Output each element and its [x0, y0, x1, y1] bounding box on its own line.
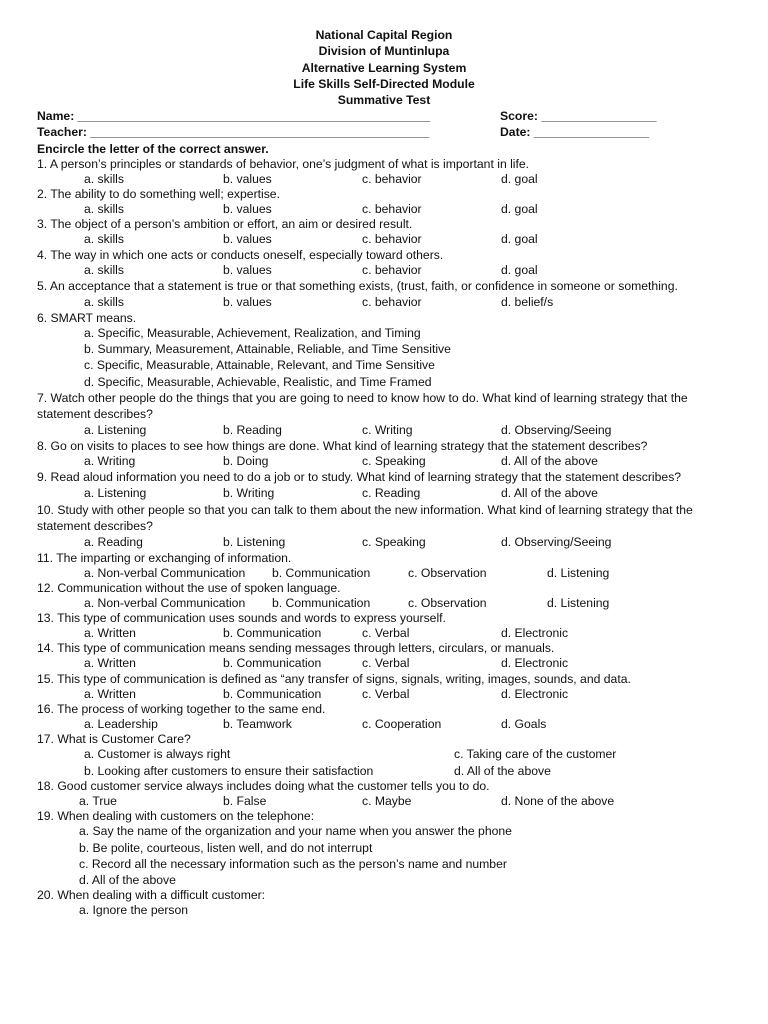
options-18: [37, 793, 737, 809]
option[interactable]: c. Verbal: [362, 626, 410, 641]
option[interactable]: d. Goals: [501, 717, 547, 732]
option[interactable]: c. Speaking: [362, 453, 426, 468]
division-title: Division of Muntinlupa: [318, 44, 450, 59]
options-13: [37, 625, 737, 641]
option[interactable]: a. Reading: [84, 535, 143, 550]
option[interactable]: a. skills: [84, 295, 124, 310]
options-1: [37, 171, 737, 187]
question-4: 4. The way in which one acts or conducts oneself, especially toward others.: [37, 247, 444, 262]
option[interactable]: b. Listening: [223, 535, 286, 550]
option[interactable]: b. Communication: [223, 626, 322, 641]
option[interactable]: d. Electronic: [501, 626, 569, 641]
option[interactable]: c. Observation: [408, 595, 487, 610]
question-18: 18. Good customer service always includes doing what the customer tells you to do.: [37, 778, 490, 793]
option[interactable]: d. All of the above: [501, 453, 598, 468]
option[interactable]: d. Observing/Seeing: [501, 535, 612, 550]
option[interactable]: d. Specific, Measurable, Achievable, Realistic, and Time Framed: [84, 374, 432, 389]
option[interactable]: a. skills: [84, 202, 124, 217]
option[interactable]: d. goal: [501, 171, 538, 186]
option[interactable]: a. skills: [84, 171, 124, 186]
document-header: [0, 27, 768, 108]
option[interactable]: d. goal: [501, 262, 538, 277]
option[interactable]: b. Teamwork: [223, 717, 292, 732]
option[interactable]: b. Reading: [223, 423, 282, 438]
name-row: [37, 108, 737, 124]
options-12: [37, 595, 737, 611]
question-12: 12. Communication without the use of spoken language.: [37, 580, 341, 595]
options-2: [37, 201, 737, 217]
option[interactable]: d. goal: [501, 202, 538, 217]
options-14: [37, 655, 737, 671]
option[interactable]: c. Verbal: [362, 686, 410, 701]
options-11: [37, 565, 737, 581]
option[interactable]: a. Customer is always right: [84, 747, 231, 762]
question-9: 9. Read aloud information you need to do a job or to study. What kind of learning strategy that the statement describes?: [37, 470, 682, 485]
option[interactable]: d. Observing/Seeing: [501, 423, 612, 438]
option[interactable]: b. values: [223, 202, 272, 217]
question-15: 15. This type of communication is defined as “any transfer of signs, signals, writing, images, sounds, and data.: [37, 671, 631, 686]
option[interactable]: d. None of the above: [501, 793, 615, 808]
option[interactable]: c. Speaking: [362, 535, 426, 550]
question-19: 19. When dealing with customers on the telephone:: [37, 809, 315, 824]
test-content: [37, 108, 737, 919]
question-16: 16. The process of working together to the same end.: [37, 702, 326, 717]
option[interactable]: b. Writing: [223, 486, 275, 501]
option[interactable]: c. Maybe: [362, 793, 412, 808]
option[interactable]: a. Listening: [84, 423, 147, 438]
options-8: [37, 453, 737, 469]
option[interactable]: c. behavior: [362, 295, 422, 310]
option[interactable]: d. Listening: [547, 595, 610, 610]
option[interactable]: d. belief/s: [501, 295, 554, 310]
date-field[interactable]: Date: _________________: [500, 125, 650, 140]
question-5: 5. An acceptance that a statement is true or that something exists, (trust, faith, or confidence in someone or something.: [37, 279, 678, 294]
option[interactable]: c. Verbal: [362, 656, 410, 671]
question-3: 3. The object of a person’s ambition or effort, an aim or desired result.: [37, 217, 413, 232]
option[interactable]: b. Communication: [272, 595, 371, 610]
question-6: 6. SMART means.: [37, 310, 137, 325]
option[interactable]: c. behavior: [362, 232, 422, 247]
option[interactable]: d. All of the above: [501, 486, 598, 501]
option[interactable]: d. Electronic: [501, 656, 569, 671]
question-11: 11. The imparting or exchanging of information.: [37, 550, 292, 565]
option[interactable]: b. Doing: [223, 453, 269, 468]
score-field[interactable]: Score: _________________: [500, 109, 657, 123]
module-title: Life Skills Self-Directed Module: [293, 76, 475, 91]
question-1: 1. A person’s principles or standards of behavior, one’s judgment of what is important in life.: [37, 156, 530, 171]
options-3: [37, 231, 737, 247]
option[interactable]: a. Specific, Measurable, Achievement, Realization, and Timing: [84, 325, 421, 340]
option[interactable]: c. Observation: [408, 565, 487, 580]
option[interactable]: d. All of the above: [79, 873, 176, 888]
option[interactable]: b. Communication: [223, 656, 322, 671]
option[interactable]: b. Communication: [272, 565, 371, 580]
question-14: 14. This type of communication means sending messages through letters, circulars, or manuals.: [37, 641, 555, 656]
option[interactable]: b. Looking after customers to ensure their satisfaction: [84, 763, 374, 778]
options-4: [37, 262, 737, 278]
option[interactable]: a. Listening: [84, 486, 147, 501]
question-8: 8. Go on visits to places to see how things are done. What kind of learning strategy that the statement describes?: [37, 438, 648, 453]
question-13: 13. This type of communication uses sounds and words to express yourself.: [37, 611, 446, 626]
option[interactable]: c. behavior: [362, 171, 422, 186]
option[interactable]: b. Be polite, courteous, listen well, and do not interrupt: [79, 840, 373, 855]
question-20: 20. When dealing with a difficult customer:: [37, 888, 266, 903]
option[interactable]: c. behavior: [362, 202, 422, 217]
options-7: [37, 422, 737, 438]
option[interactable]: b. values: [223, 262, 272, 277]
option[interactable]: c. Specific, Measurable, Attainable, Relevant, and Time Sensitive: [84, 358, 435, 373]
teacher-row: [37, 124, 737, 140]
option[interactable]: d. Electronic: [501, 686, 569, 701]
option[interactable]: b. values: [223, 232, 272, 247]
program-title: Alternative Learning System: [301, 60, 467, 75]
option[interactable]: b. values: [223, 171, 272, 186]
question-10: 10. Study with other people so that you can talk to them about the new information. What kind of learning strategy that the statement describes?: [37, 502, 693, 533]
option[interactable]: a. True: [79, 793, 117, 808]
question-7: 7. Watch other people do the things that you are going to need to know how to do. What kind of learning strategy that the statement describes?: [37, 390, 688, 422]
option[interactable]: a. Say the name of the organization and your name when you answer the phone: [79, 824, 512, 839]
option[interactable]: b. Communication: [223, 686, 322, 701]
question-2: 2. The ability to do something well; expertise.: [37, 187, 280, 202]
option[interactable]: a. Ignore the person: [79, 903, 189, 918]
option[interactable]: a. Writing: [84, 453, 136, 468]
option[interactable]: a. Non-verbal Communication: [84, 595, 246, 610]
test-title: Summative Test: [337, 93, 431, 108]
option[interactable]: d. goal: [501, 232, 538, 247]
option[interactable]: c. Cooperation: [362, 717, 442, 732]
options-17-row2: [37, 763, 737, 779]
option[interactable]: b. False: [223, 793, 267, 808]
option[interactable]: c. Reading: [362, 486, 421, 501]
option[interactable]: a. Non-verbal Communication: [84, 565, 246, 580]
option[interactable]: c. Taking care of the customer: [454, 747, 617, 762]
option[interactable]: a. Written: [84, 656, 136, 671]
option[interactable]: a. Written: [84, 626, 136, 641]
option[interactable]: d. Listening: [547, 565, 610, 580]
options-5: [37, 294, 737, 310]
option[interactable]: c. Writing: [362, 423, 413, 438]
option[interactable]: c. Record all the necessary information such as the person’s name and number: [79, 856, 507, 871]
region-title: National Capital Region: [315, 28, 453, 42]
option[interactable]: a. Leadership: [84, 717, 158, 732]
option[interactable]: b. values: [223, 295, 272, 310]
instructions: Encircle the letter of the correct answer.: [37, 141, 269, 156]
options-17-row1: [37, 746, 737, 762]
option[interactable]: a. Written: [84, 686, 136, 701]
options-9: [37, 485, 737, 501]
option[interactable]: c. behavior: [362, 262, 422, 277]
option[interactable]: a. skills: [84, 232, 124, 247]
options-16: [37, 716, 737, 732]
options-10: [37, 534, 737, 550]
option[interactable]: b. Summary, Measurement, Attainable, Reliable, and Time Sensitive: [84, 341, 451, 356]
option[interactable]: d. All of the above: [454, 763, 551, 778]
name-field[interactable]: Name: ____________________________________________________: [37, 109, 431, 123]
options-15: [37, 686, 737, 702]
option[interactable]: a. skills: [84, 262, 124, 277]
teacher-field[interactable]: Teacher: __________________________________________________: [37, 125, 430, 140]
question-17: 17. What is Customer Care?: [37, 732, 191, 747]
